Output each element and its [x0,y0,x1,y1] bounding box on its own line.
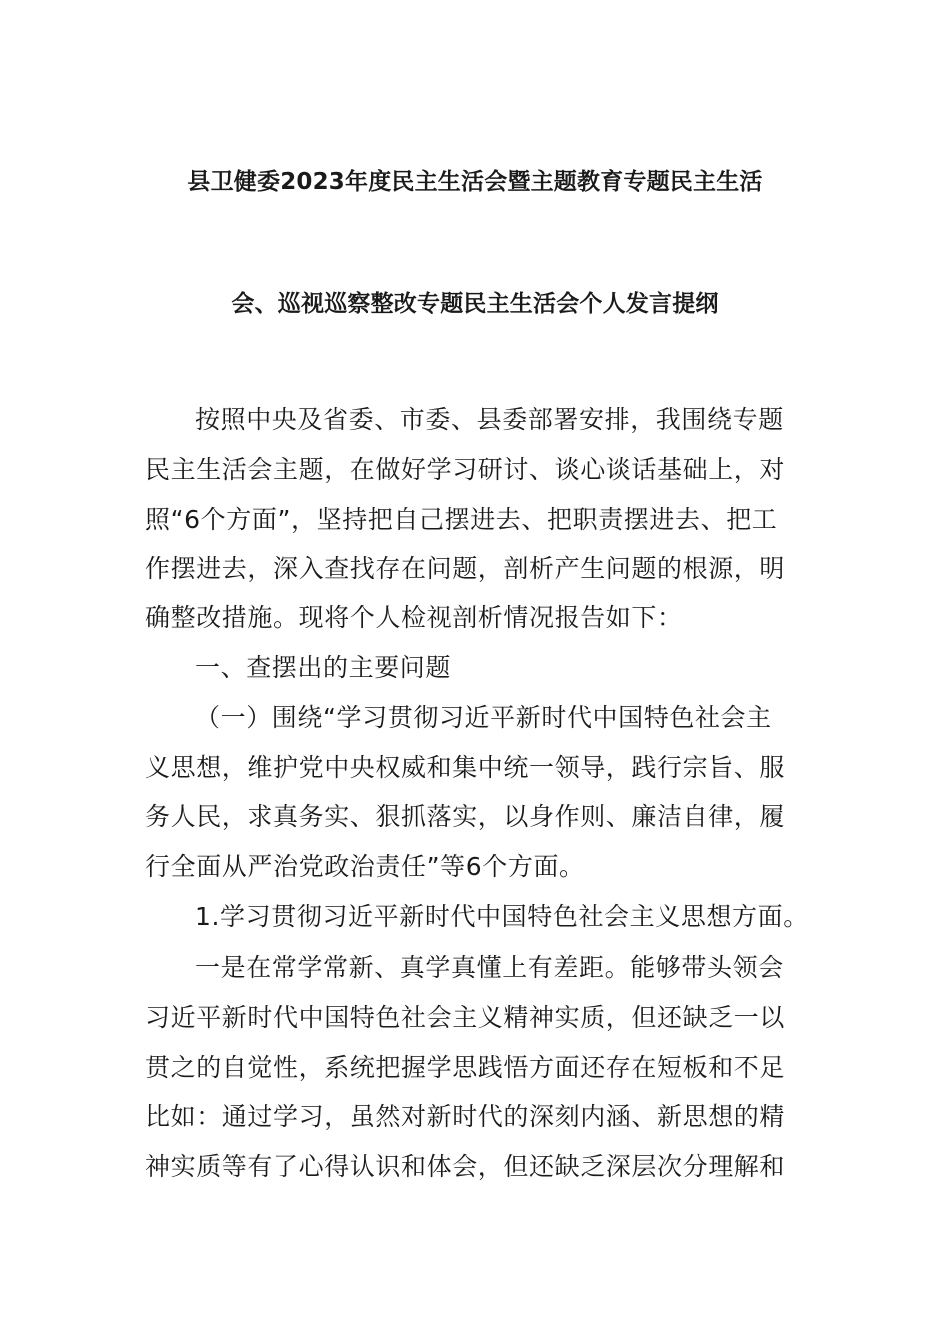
body-line: 民主生活会主题，在做好学习研讨、谈心谈话基础上，对 [145,455,786,484]
body-line: 务人民，求真务实、狠抓落实，以身作则、廉洁自律，履 [145,802,786,831]
body-line: 义思想，维护党中央权威和集中统一领导，践行宗旨、服 [145,753,786,782]
body-line: 一是在常学常新、真学真懂上有差距。能够带头领会 [195,953,784,982]
body-line: （一）围绕“学习贯彻习近平新时代中国特色社会主 [195,703,772,732]
body-line: 神实质等有了心得认识和体会，但还缺乏深层次分理解和 [145,1152,786,1181]
body-line: 行全面从严治党政治责任”等6个方面。 [145,852,585,881]
body-line: 确整改措施。现将个人检视剖析情况报告如下： [145,603,683,632]
section-heading: 一、查摆出的主要问题 [195,653,452,682]
subsection-heading: 1.学习贯彻习近平新时代中国特色社会主义思想方面。 [195,902,809,931]
body-line: 照“6个方面”，坚持把自己摆进去、把职责摆进去、把工 [145,505,778,534]
body-line: 作摆进去，深入查找存在问题，剖析产生问题的根源，明 [145,554,786,583]
body-line: 贯之的自觉性，系统把握学思践悟方面还存在短板和不足 [145,1053,786,1082]
body-line: 习近平新时代中国特色社会主义精神实质，但还缺乏一以 [145,1003,786,1032]
document-title-line-1: 县卫健委2023年度民主生活会暨主题教育专题民主生活 [187,169,763,195]
body-line: 按照中央及省委、市委、县委部署安排，我围绕专题 [195,405,784,434]
document-title-line-2: 会、巡视巡察整改专题民主生活会个人发言提纲 [231,291,719,317]
body-line: 比如：通过学习，虽然对新时代的深刻内涵、新思想的精 [145,1102,786,1131]
